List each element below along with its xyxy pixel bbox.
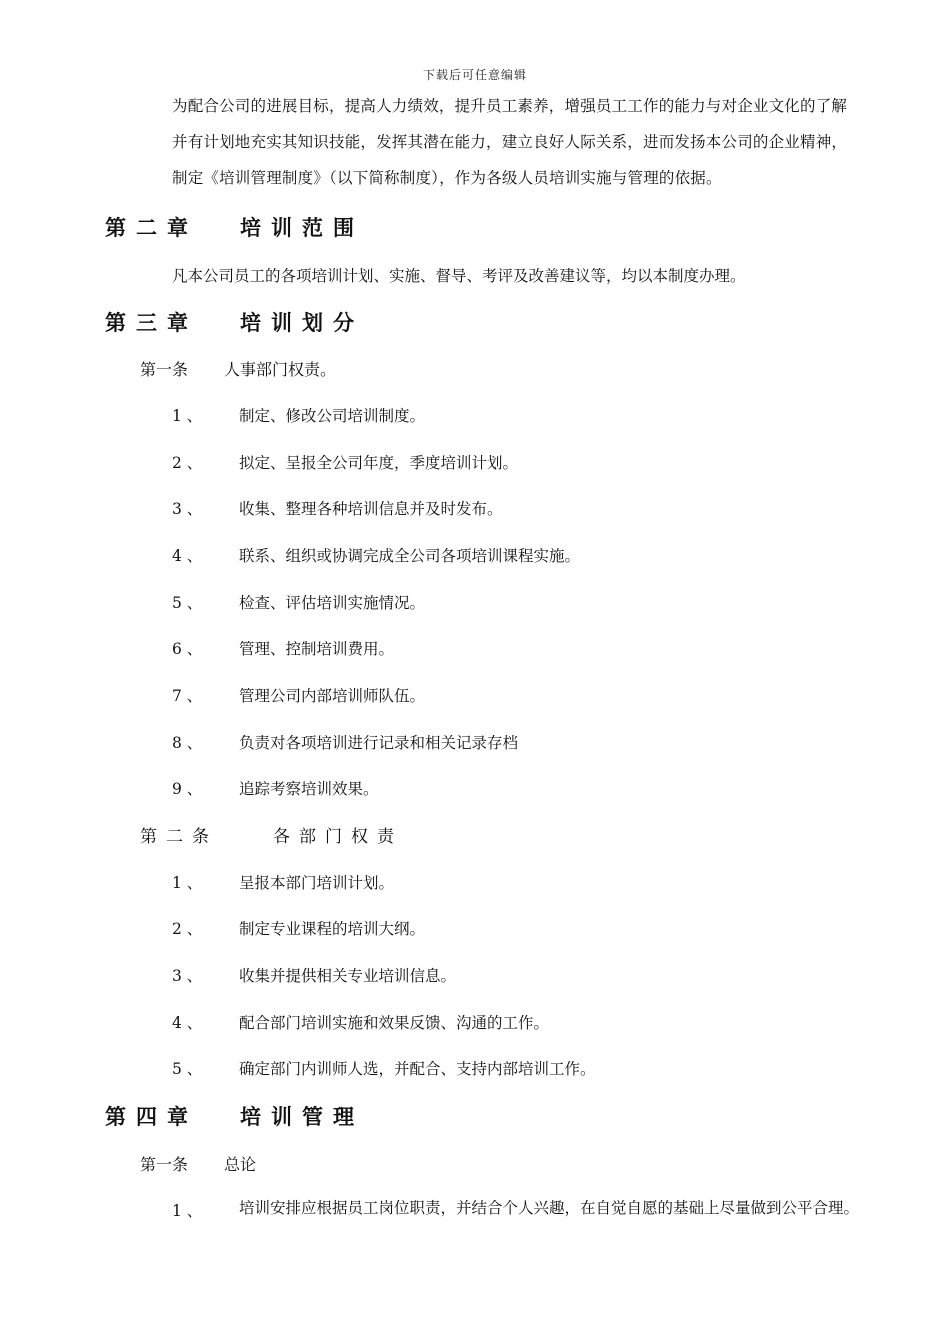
item-text: 制定、修改公司培训制度。 bbox=[239, 407, 426, 425]
article-heading bbox=[140, 822, 403, 847]
article-title: 人事部门权责。 bbox=[224, 360, 337, 379]
article-label: 第二条 bbox=[140, 827, 218, 847]
list-item bbox=[172, 637, 395, 659]
article-title: 各部门权责 bbox=[273, 827, 403, 847]
intro-paragraph: 为配合公司的进展目标，提高人力绩效，提升员工素养，增强员工工作的能力与对企业文化的了解并有计划地充实其知识技能，发挥其潜在能力，建立良好人际关系，进而发扬本公司的企业精神，制定《培训管理制度》（以下简称制度），作为各级人员培训实施与管理的依据。 bbox=[172, 97, 848, 187]
item-text: 制定专业课程的培训大纲。 bbox=[239, 920, 426, 938]
item-number: 1 、 bbox=[172, 1202, 203, 1220]
list-item bbox=[172, 964, 457, 986]
item-number: 6 、 bbox=[172, 640, 203, 658]
chapter-3-heading bbox=[105, 307, 364, 337]
item-text: 培训安排应根据员工岗位职责，并结合个人兴趣，在自觉自愿的基础上尽量做到公平合理。 bbox=[239, 1199, 860, 1217]
list-item bbox=[172, 917, 426, 939]
item-number: 9 、 bbox=[172, 780, 203, 798]
list-item bbox=[172, 591, 426, 613]
item-text: 管理公司内部培训师队伍。 bbox=[239, 687, 426, 705]
item-number: 4 、 bbox=[172, 547, 203, 565]
item-number: 8 、 bbox=[172, 734, 203, 752]
list-item bbox=[172, 1199, 860, 1221]
item-number: 3 、 bbox=[172, 500, 203, 518]
chapter-number: 第四章 bbox=[105, 1104, 198, 1129]
item-text: 收集、整理各种培训信息并及时发布。 bbox=[239, 500, 503, 518]
list-item bbox=[172, 731, 519, 753]
list-item bbox=[172, 684, 426, 706]
item-text: 收集并提供相关专业培训信息。 bbox=[239, 967, 457, 985]
item-text: 拟定、呈报全公司年度，季度培训计划。 bbox=[239, 454, 519, 472]
item-number: 3 、 bbox=[172, 967, 203, 985]
list-item bbox=[172, 1011, 550, 1033]
chapter-number: 第三章 bbox=[105, 310, 198, 335]
list-item bbox=[172, 404, 426, 426]
article-heading bbox=[140, 357, 337, 380]
list-item bbox=[172, 544, 581, 566]
item-number: 2 、 bbox=[172, 920, 203, 938]
chapter-title: 培训管理 bbox=[240, 1104, 364, 1129]
item-number: 2 、 bbox=[172, 454, 203, 472]
item-number: 5 、 bbox=[172, 594, 203, 612]
article-title: 总论 bbox=[224, 1155, 257, 1174]
item-text: 负责对各项培训进行记录和相关记录存档 bbox=[239, 734, 519, 752]
item-text: 检查、评估培训实施情况。 bbox=[239, 594, 426, 612]
article-label: 第一条 bbox=[140, 360, 189, 379]
page-header: 下载后可任意编辑 bbox=[422, 68, 527, 82]
list-item bbox=[172, 497, 503, 519]
chapter-2-heading bbox=[105, 212, 364, 242]
chapter-title: 培训划分 bbox=[240, 310, 364, 335]
item-text: 配合部门培训实施和效果反馈、沟通的工作。 bbox=[239, 1014, 550, 1032]
list-item bbox=[172, 777, 379, 799]
chapter-2-body: 凡本公司员工的各项培训计划、实施、督导、考评及改善建议等，均以本制度办理。 bbox=[172, 267, 746, 285]
list-item bbox=[172, 871, 395, 893]
item-number: 1 、 bbox=[172, 874, 203, 892]
item-text: 确定部门内训师人选，并配合、支持内部培训工作。 bbox=[239, 1060, 596, 1078]
item-text: 呈报本部门培训计划。 bbox=[239, 874, 395, 892]
chapter-title: 培训范围 bbox=[240, 215, 364, 240]
chapter-4-heading bbox=[105, 1101, 364, 1131]
item-number: 5 、 bbox=[172, 1060, 203, 1078]
item-text: 管理、控制培训费用。 bbox=[239, 640, 395, 658]
chapter-number: 第二章 bbox=[105, 215, 198, 240]
item-text: 联系、组织或协调完成全公司各项培训课程实施。 bbox=[239, 547, 581, 565]
item-text: 追踪考察培训效果。 bbox=[239, 780, 379, 798]
item-number: 7 、 bbox=[172, 687, 203, 705]
item-number: 4 、 bbox=[172, 1014, 203, 1032]
list-item bbox=[172, 451, 519, 473]
item-number: 1 、 bbox=[172, 407, 203, 425]
article-heading bbox=[140, 1152, 257, 1175]
list-item bbox=[172, 1057, 596, 1079]
article-label: 第一条 bbox=[140, 1155, 189, 1174]
